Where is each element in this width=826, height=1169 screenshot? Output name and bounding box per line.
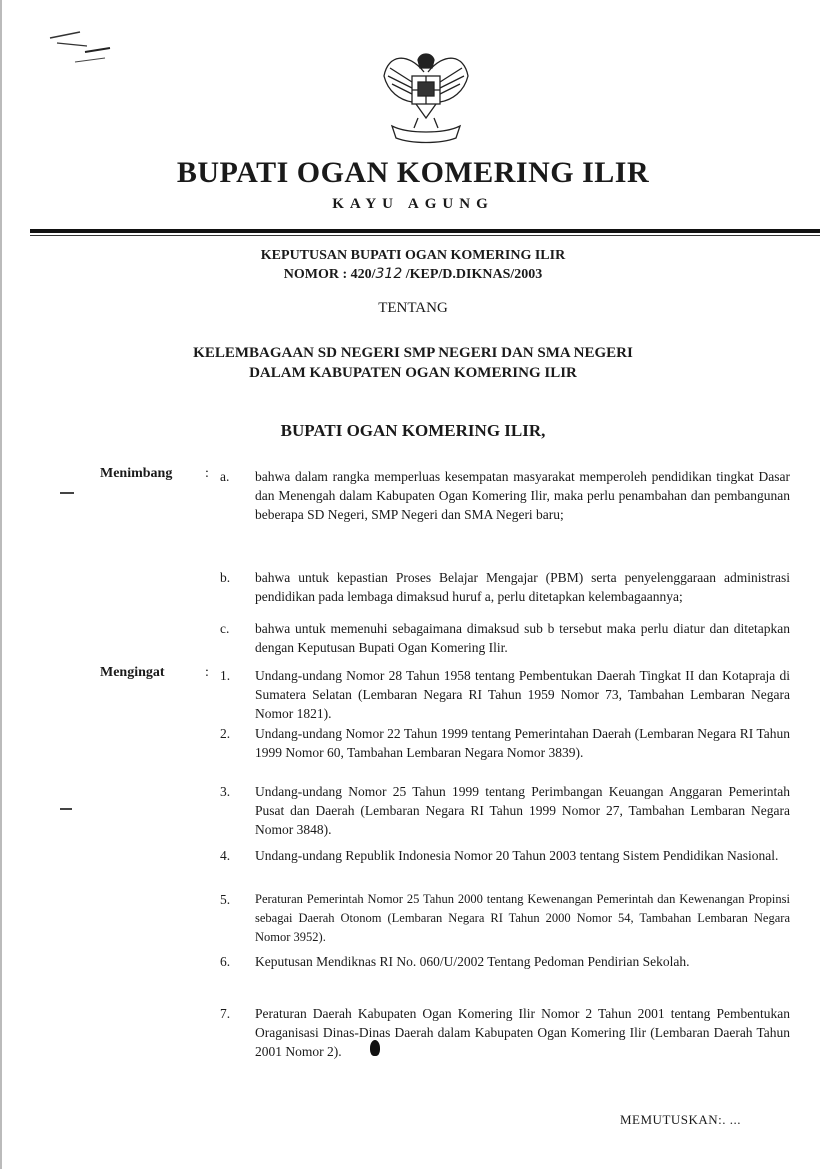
item-text: Peraturan Daerah Kabupaten Ogan Komering Ilir Nomor 2 Tahun 2001 tentang Pembentukan Oraganisasi Dinas-Dinas Daerah dalam Kabupaten Ogan Komering Ilir (Lembaran Daerah Tahun 2001 Nomor 2).: [255, 1006, 790, 1059]
item-text: Undang-undang Nomor 28 Tahun 1958 tentang Pembentukan Daerah Tingkat II dan Kotapraja di Sumatera Selatan (Lembaran Negara RI Tahun 1959 Nomor 73, Tambahan Lembaran Negara Nomor 1821).: [255, 668, 790, 721]
item-marker: 2.: [220, 726, 231, 741]
subject-line-1: KELEMBAGAAN SD NEGERI SMP NEGERI DAN SMA NEGERI: [193, 345, 633, 361]
item-marker: 3.: [220, 784, 231, 799]
menimbang-colon: :: [205, 466, 209, 481]
decree-number-handwritten: 312: [375, 266, 403, 282]
decree-heading: KEPUTUSAN BUPATI OGAN KOMERING ILIR: [260, 248, 566, 263]
margin-mark: [60, 808, 72, 810]
continuation-text: MEMUTUSKAN:. ...: [620, 1112, 742, 1127]
authority-heading: BUPATI OGAN KOMERING ILIR,: [280, 421, 546, 440]
item-text: bahwa untuk kepastian Proses Belajar Mengajar (PBM) serta penyelenggaraan administrasi pendidikan pada lembaga dimaksud huruf a, perlu ditetapkan kelembagaannya;: [255, 570, 790, 604]
tentang-heading: TENTANG: [378, 300, 448, 316]
item-marker: 7.: [220, 1006, 231, 1021]
handwritten-scribble: [45, 30, 125, 70]
subject-line-2: DALAM KABUPATEN OGAN KOMERING ILIR: [249, 365, 577, 381]
letterhead-rule-thin: [30, 235, 820, 236]
item-marker: 6.: [220, 954, 231, 969]
item-text: Peraturan Pemerintah Nomor 25 Tahun 2000 tentang Kewenangan Pemerintah dan Kewenangan Propinsi sebagai Daerah Otonom (Lembaran Negara RI Tahun 2000 Nomor 54, Tambahan Lembaran Negara Nomor 3952).: [255, 892, 790, 944]
item-marker: 4.: [220, 848, 231, 863]
letterhead-rule-thick: [30, 229, 820, 233]
issuer-location: KAYU AGUNG: [332, 196, 494, 212]
item-text: Undang-undang Nomor 25 Tahun 1999 tentang Perimbangan Keuangan Anggaran Pemerintah Pusat dan Daerah (Lembaran Negara RI Tahun 1999 Nomor 27, Tambahan Lembaran Negara Nomor 3848).: [255, 784, 790, 837]
item-text: Undang-undang Republik Indonesia Nomor 20 Tahun 2003 tentang Sistem Pendidikan Nasional.: [255, 848, 779, 863]
ink-blot: [370, 1040, 380, 1056]
mengingat-colon: :: [205, 665, 209, 680]
decree-number-suffix: /KEP/D.DIKNAS/2003: [402, 267, 543, 282]
item-marker: b.: [220, 570, 231, 585]
garuda-emblem-icon: [378, 42, 474, 148]
item-marker: c.: [220, 621, 230, 636]
item-marker: 5.: [220, 892, 231, 907]
decree-number-prefix: NOMOR : 420/: [283, 267, 376, 282]
item-marker: 1.: [220, 668, 231, 683]
margin-mark: [60, 492, 74, 494]
item-text: bahwa dalam rangka memperluas kesempatan masyarakat memperoleh pendidikan tingkat Dasar dan Menengah dalam Kabupaten Ogan Komering Ilir, maka perlu penambahan dan pembangunan beberapa SD Negeri, SMP Negeri dan SMA Negeri baru;: [255, 469, 790, 522]
mengingat-label: Mengingat: [100, 665, 165, 680]
item-marker: a.: [220, 469, 230, 484]
item-text: Undang-undang Nomor 22 Tahun 1999 tentang Pemerintahan Daerah (Lembaran Negara RI Tahun 1999 Nomor 60, Tambahan Lembaran Negara Nomor 3839).: [255, 726, 790, 760]
item-text: Keputusan Mendiknas RI No. 060/U/2002 Tentang Pedoman Pendirian Sekolah.: [255, 954, 690, 969]
item-text: bahwa untuk memenuhi sebagaimana dimaksud sub b tersebut maka perlu diatur dan ditetapkan dengan Keputusan Bupati Ogan Komering Ilir.: [255, 621, 790, 655]
decree-number: [0, 266, 826, 283]
issuer-title: BUPATI OGAN KOMERING ILIR: [176, 156, 650, 189]
menimbang-label: Menimbang: [100, 466, 173, 481]
